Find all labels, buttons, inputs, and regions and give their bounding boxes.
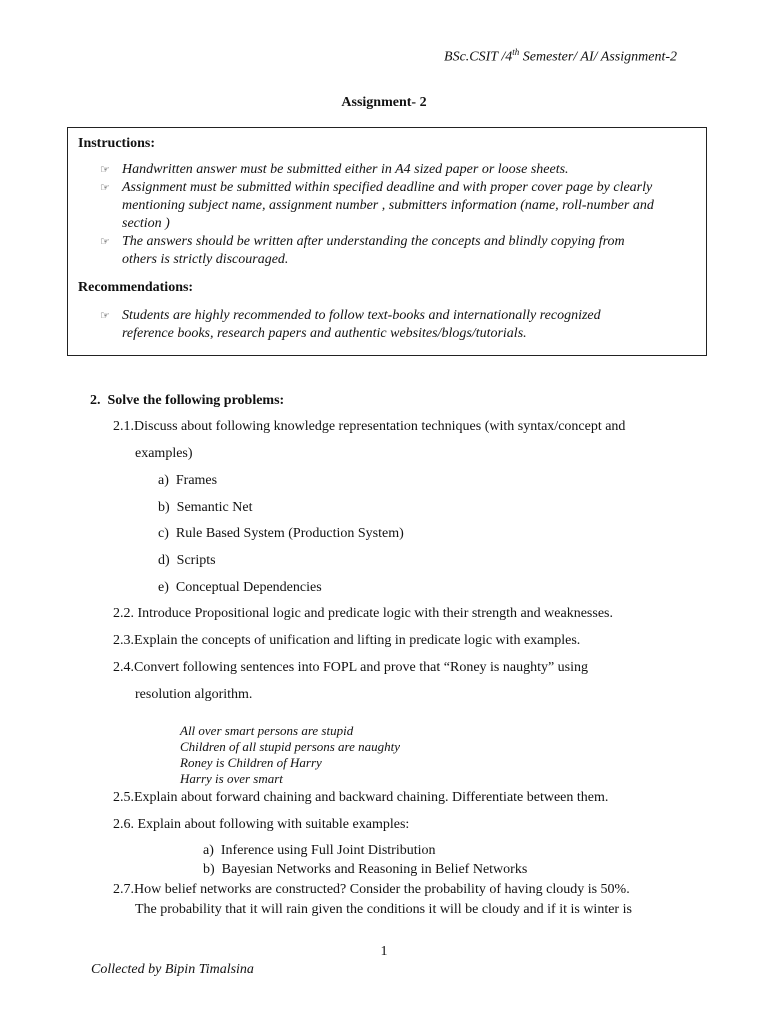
quoted-sentence: Children of all stupid persons are naughty [180, 739, 401, 754]
question-2-4-line2: resolution algorithm. [135, 687, 253, 702]
header-suffix: Semester/ AI/ Assignment-2 [519, 49, 677, 65]
instruction-line: The answers should be written after understanding the concepts and blindly copying from [122, 234, 625, 249]
pointing-hand-icon: ☞ [100, 164, 110, 176]
footer-credit: Collected by Bipin Timalsina [91, 962, 254, 977]
header-prefix: BSc.CSIT /4 [444, 49, 513, 65]
recommendations-list [100, 307, 700, 343]
document-header [444, 47, 677, 66]
pointing-hand-icon: ☞ [100, 236, 110, 248]
list-item: a) Inference using Full Joint Distribution [203, 843, 436, 858]
list-item: d) Scripts [158, 553, 216, 568]
pointing-hand-icon: ☞ [100, 310, 110, 322]
list-item: e) Conceptual Dependencies [158, 580, 322, 595]
question-2-5: 2.5.Explain about forward chaining and backward chaining. Differentiate between them. [113, 790, 609, 805]
instruction-item [100, 179, 700, 233]
question-2-3: 2.3.Explain the concepts of unification and lifting in predicate logic with examples. [113, 633, 581, 648]
recommendations-heading: Recommendations: [78, 280, 194, 295]
recommendation-line: Students are highly recommended to follow text-books and internationally recognized [122, 308, 601, 323]
question-2-2: 2.2. Introduce Propositional logic and predicate logic with their strength and weaknesses. [113, 606, 613, 621]
question-2-7-line1: 2.7.How belief networks are constructed? Consider the probability of having cloudy is 50%. [113, 882, 630, 897]
page-title: Assignment- 2 [341, 95, 427, 110]
section-heading [90, 392, 284, 410]
section-number: 2. [90, 393, 101, 408]
list-item: a) Frames [158, 473, 218, 488]
instruction-line: section ) [122, 216, 170, 231]
instructions-box [67, 127, 707, 356]
recommendation-line: reference books, research papers and authentic websites/blogs/tutorials. [122, 326, 527, 341]
list-item: b) Bayesian Networks and Reasoning in Belief Networks [203, 862, 528, 877]
instruction-item [100, 233, 700, 269]
instruction-line: Handwritten answer must be submitted either in A4 sized paper or loose sheets. [122, 162, 569, 177]
instruction-line: others is strictly discouraged. [122, 252, 289, 267]
recommendation-item [100, 307, 700, 343]
quoted-sentence: Harry is over smart [180, 771, 283, 786]
question-2-1-line2: examples) [135, 446, 193, 461]
instruction-line: mentioning subject name, assignment number , submitters information (name, roll-number and [122, 198, 654, 213]
instruction-line: Assignment must be submitted within specified deadline and with proper cover page by clearly [122, 180, 653, 195]
question-2-4-line1: 2.4.Convert following sentences into FOPL and prove that “Roney is naughty” using [113, 660, 589, 675]
list-item: c) Rule Based System (Production System) [158, 526, 404, 541]
instruction-item [100, 161, 700, 179]
question-2-7-line2: The probability that it will rain given the conditions it will be cloudy and if it is winter is [135, 902, 632, 917]
question-2-1-line1: 2.1.Discuss about following knowledge representation techniques (with syntax/concept and [113, 419, 626, 434]
instructions-heading: Instructions: [78, 136, 156, 151]
header-sup: th [512, 47, 520, 57]
pointing-hand-icon: ☞ [100, 182, 110, 194]
quoted-sentence: All over smart persons are stupid [180, 723, 354, 738]
quoted-sentence: Roney is Children of Harry [180, 755, 322, 770]
question-2-6: 2.6. Explain about following with suitable examples: [113, 817, 410, 832]
page-number: 1 [380, 944, 388, 959]
instructions-list [100, 161, 700, 269]
list-item: b) Semantic Net [158, 500, 253, 515]
section-title: Solve the following problems: [107, 393, 285, 408]
